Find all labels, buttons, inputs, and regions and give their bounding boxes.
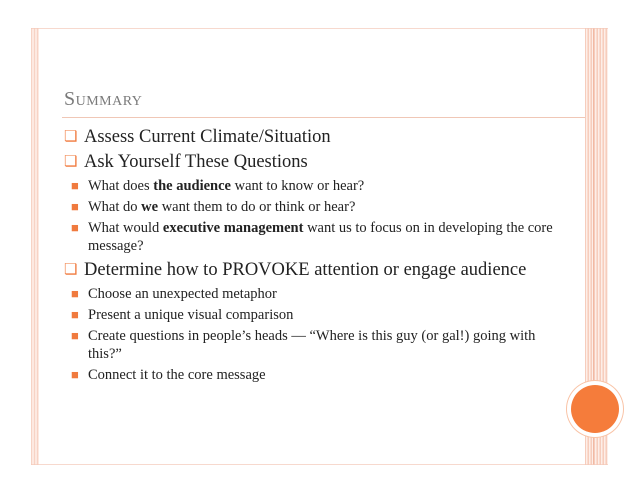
sub-bullet-item — [64, 219, 564, 255]
sub-bullet-list-questions — [64, 177, 564, 255]
filled-square-bullet-icon: ■ — [71, 286, 79, 301]
sub-bullet-bold: we — [141, 199, 159, 215]
sub-bullet-bold: the audience — [153, 178, 231, 194]
sub-bullet-text: Connect it to the core message — [88, 367, 266, 383]
bullet-text: Determine how to PROVOKE attention or engage audience — [84, 260, 527, 280]
filled-square-bullet-icon: ■ — [71, 307, 79, 322]
bullet-list — [64, 126, 564, 388]
sub-bullet-item — [64, 285, 564, 303]
sub-bullet-item — [64, 177, 564, 195]
accent-circle — [571, 385, 619, 433]
filled-square-bullet-icon: ■ — [71, 220, 79, 235]
sub-bullet-post: want them to do or think or hear? — [158, 199, 356, 215]
hollow-square-bullet-icon: ❏ — [64, 129, 78, 145]
sub-bullet-item — [64, 306, 564, 324]
filled-square-bullet-icon: ■ — [71, 178, 79, 193]
filled-square-bullet-icon: ■ — [71, 367, 79, 382]
sub-bullet-post: want to know or hear? — [230, 178, 365, 194]
sub-bullet-text: Present a unique visual comparison — [88, 307, 294, 323]
bullet-item-provoke — [64, 259, 564, 281]
sub-bullet-pre: What would — [88, 220, 163, 236]
sub-bullet-item — [64, 198, 564, 216]
sub-bullet-text: Create questions in people’s heads — “Where is this guy (or gal!) going with this?” — [88, 328, 536, 362]
hollow-square-bullet-icon: ❏ — [64, 154, 78, 170]
slide-title: Summary — [64, 88, 143, 110]
hollow-square-bullet-icon: ❏ — [64, 262, 78, 278]
top-border-line — [31, 28, 608, 29]
bullet-item-ask-yourself — [64, 151, 564, 173]
title-underline — [62, 117, 585, 118]
sub-bullet-item — [64, 327, 564, 363]
left-decorative-stripe — [31, 28, 39, 465]
filled-square-bullet-icon: ■ — [71, 199, 79, 214]
bullet-text: Ask Yourself These Questions — [84, 152, 308, 172]
sub-bullet-pre: What do — [88, 199, 142, 215]
bottom-border-line — [31, 464, 608, 465]
bullet-text: Assess Current Climate/Situation — [84, 127, 331, 147]
sub-bullet-post: want us to focus on in developing the core message? — [88, 220, 553, 254]
sub-bullet-bold: executive management — [162, 220, 304, 236]
filled-square-bullet-icon: ■ — [71, 328, 79, 343]
sub-bullet-pre: What does — [88, 178, 154, 194]
sub-bullet-list-provoke — [64, 285, 564, 384]
sub-bullet-text: Choose an unexpected metaphor — [88, 286, 277, 302]
bullet-item-assess — [64, 126, 564, 148]
sub-bullet-item — [64, 366, 564, 384]
